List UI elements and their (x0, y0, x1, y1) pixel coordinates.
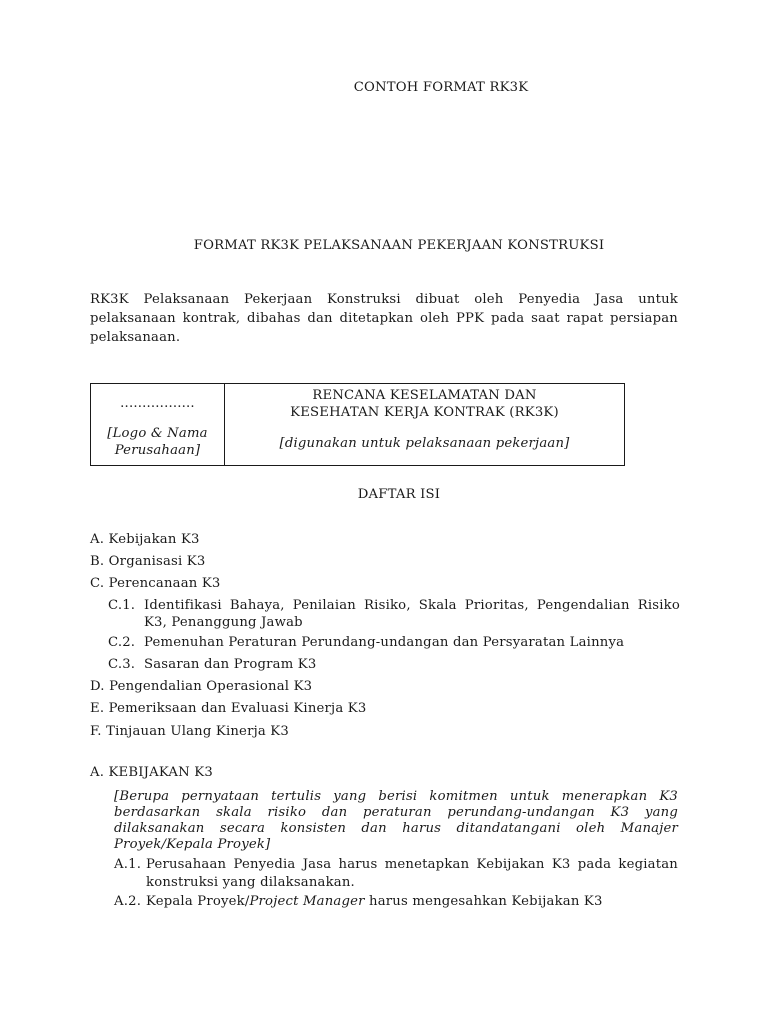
toc-item-c: C. Perencanaan K3 (90, 576, 221, 591)
logo-label: [Logo & Nama Perusahaan] (107, 426, 208, 458)
section-a-item-2-number: A.2. (114, 894, 142, 909)
toc-item-c2-number: C.2. (108, 635, 136, 650)
document-title: CONTOH FORMAT RK3K (353, 80, 529, 95)
toc-heading: DAFTAR ISI (357, 487, 441, 502)
toc-item-c2-text: Pemenuhan Peraturan Perundang-undangan dan Persyaratan Lainnya (144, 635, 625, 650)
section-a-item-2-text-italic: Project Manager (249, 894, 365, 909)
toc-item-f: F. Tinjauan Ulang Kinerja K3 (90, 724, 289, 739)
toc-item-c2 (108, 634, 680, 651)
document-subtitle: FORMAT RK3K PELAKSANAAN PEKERJAAN KONSTRUKSI (193, 238, 605, 253)
section-a-description: [Berupa pernyataan tertulis yang berisi komitmen untuk menerapkan K3 berdasarkan skala risiko dan peraturan perundang-undangan K3 yang dilaksanakan secara konsisten dan harus ditandatangani oleh Manajer Proyek/Kepala Proyek] (114, 789, 678, 852)
toc-item-e: E. Pemeriksaan dan Evaluasi Kinerja K3 (90, 701, 367, 716)
section-a-item-1-number: A.1. (114, 857, 142, 872)
toc-item-a: A. Kebijakan K3 (90, 532, 200, 547)
plan-title-cell (225, 384, 624, 465)
section-a-item-2 (114, 893, 678, 911)
header-table (90, 383, 625, 466)
toc-item-c3-text: Sasaran dan Program K3 (144, 657, 317, 672)
toc-item-c1-text: Identifikasi Bahaya, Penilaian Risiko, Skala Prioritas, Pengendalian Risiko K3, Penanggung Jawab (144, 598, 680, 630)
section-a-item-2-text-end: harus mengesahkan Kebijakan K3 (364, 894, 603, 909)
intro-paragraph: RK3K Pelaksanaan Pekerjaan Konstruksi dibuat oleh Penyedia Jasa untuk pelaksanaan kontrak, dibahas dan ditetapkan oleh PPK pada saat rapat persiapan pelaksanaan. (90, 292, 678, 345)
logo-placeholder-dots: ................. (120, 396, 195, 411)
section-a-item-2-text (146, 893, 678, 911)
toc-item-b: B. Organisasi K3 (90, 554, 206, 569)
plan-title: RENCANA KESELAMATAN DAN KESEHATAN KERJA KONTRAK (RK3K) (290, 388, 559, 420)
logo-cell (91, 384, 225, 465)
toc-item-c1-number: C.1. (108, 598, 136, 613)
section-a-item-2-text-start: Kepala Proyek/ (146, 894, 250, 909)
toc-item-c3-number: C.3. (108, 657, 136, 672)
toc-item-c3 (108, 656, 680, 673)
section-a-item-1 (114, 856, 678, 892)
section-a-heading: A. KEBIJAKAN K3 (90, 765, 213, 780)
toc-item-d: D. Pengendalian Operasional K3 (90, 679, 313, 694)
plan-note: [digunakan untuk pelaksanaan pekerjaan] (279, 436, 570, 451)
toc-item-c1 (108, 597, 680, 631)
section-a-item-1-text: Perusahaan Penyedia Jasa harus menetapkan Kebijakan K3 pada kegiatan konstruksi yang dilaksanakan. (146, 857, 678, 890)
